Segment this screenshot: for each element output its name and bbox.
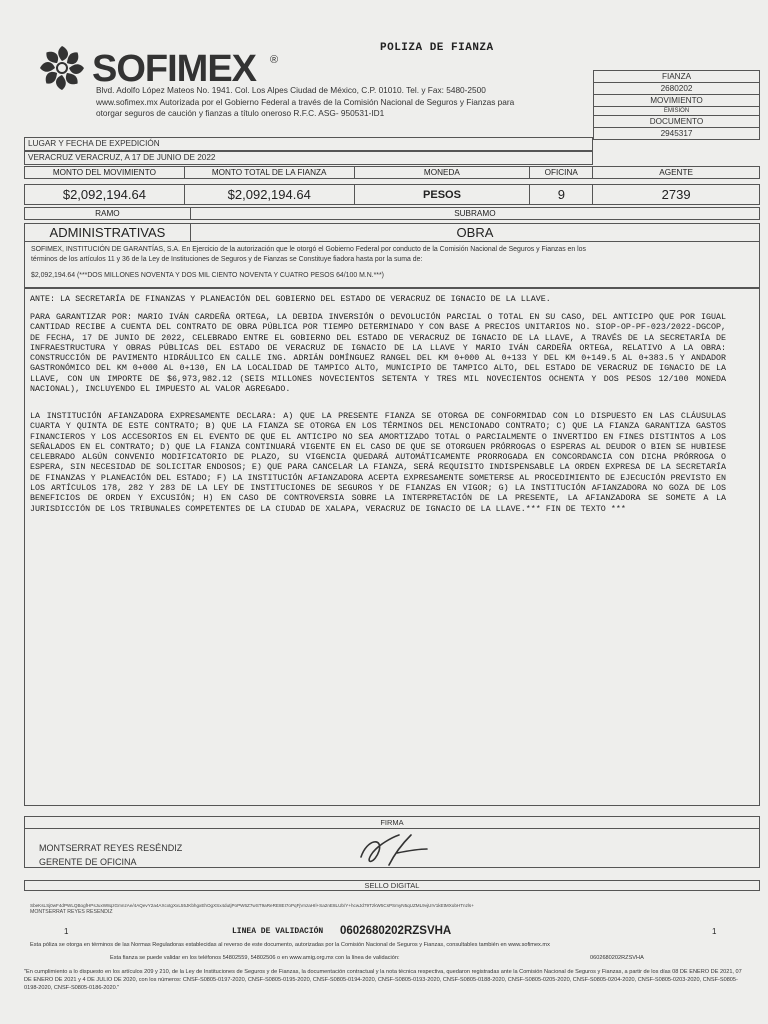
- agente-label: AGENTE: [593, 167, 760, 179]
- validation-row: [24, 925, 760, 941]
- logo-wordmark: SOFIMEX: [92, 48, 257, 90]
- footer-validation: [110, 955, 760, 961]
- oficina-value: 9: [530, 185, 593, 205]
- sofimex-logo: [34, 44, 294, 90]
- declara-paragraph: LA INSTITUCIÓN AFIANZADORA EXPRESAMENTE DECLARA: A) QUE LA PRESENTE FIANZA SE OTORGA DE CONFORMIDAD CON LO DISPUESTO EN LAS CLÁUSULAS CUARTA Y QUINTA DE ESTE CONTRATO; B) QUE LA FIANZA SE OTORGA EN LOS TÉRMINOS DEL MENCIONADO CONTRATO; C) QUE LA FIANZA GARANTIZA GASTOS FINANCIEROS Y LOS ACCESORIOS EN EL EVENTO DE QUE EL ANTICIPO NO SEA AMORTIZADO TOTAL O PARCIALMENTE O INVERTIDO EN FINES DISTINTOS A LOS SEÑALADOS EN EL CONTRATO; D) QUE LA FIANZA CONTINUARÁ VIGENTE EN EL CASO DE QUE SE OTORGUEN PRÓRROGAS O ESPERAS AL DEUDOR O BIEN SE HUBIESE CELEBRADO ALGÚN CONVENIO MODIFICATORIO DE PLAZO, SU VIGENCIA QUEDARÁ AUTOMÁTICAMENTE PRORROGADA EN CONCORDANCIA CON DICHA PRÓRROGA O ESPERA, SIN NECESIDAD DE SOLICITAR ENDOSOS; E) QUE PARA CANCELAR LA FIANZA, SERÁ REQUISITO INDISPENSABLE LA ORDEN EXPRESA DE LA SECRETARÍA DE FINANZAS Y PLANEACIÓN DEL ESTADO; F) LA INSTITUCIÓN AFIANZADORA ACEPTA EXPRESAMENTE SOMETERSE AL PROCEDIMIENTO DE EJECUCIÓN PREVISTO EN LOS ARTÍCULOS 178, 282 Y 283 DE LA LEY DE INSTITUCIONES DE SEGUROS Y DE FIANZAS EN VIGOR; G) LA INSTITUCIÓN AFIANZADORA NO GOZA DE LOS BENEFICIOS DE ORDEN Y EXCUSIÓN; H) EN CASO DE CONTROVERSIA SOBRE LA INTERPRETACIÓN DE LA PRESENTE, LA AFIANZADORA SE SOMETE A LA JURISDICCIÓN DE LOS TRIBUNALES COMPETENTES DE LA CIUDAD DE XALAPA, VERACRUZ DE IGNACIO DE LA LLAVE.*** FIN DE TEXTO ***: [30, 411, 726, 514]
- legal-line: SOFIMEX, INSTITUCIÓN DE GARANTÍAS, S.A. En Ejercicio de la autorización que le otorgó el Gobierno Federal por conducto de la Comisión Nacional de Seguros y Fianzas en los: [31, 246, 586, 253]
- oficina-label: OFICINA: [530, 167, 593, 179]
- document-title: POLIZA DE FIANZA: [380, 42, 494, 54]
- fianza-number: 2680202: [594, 83, 760, 95]
- signer-role: GERENTE DE OFICINA: [39, 857, 137, 867]
- subramo-value: OBRA: [190, 224, 759, 242]
- footer-validation-code: 0602680202RZSVHA: [590, 955, 644, 961]
- documento-number: 2945317: [594, 128, 760, 140]
- legal-amount: $2,092,194.64 (***DOS MILLONES NOVENTA Y DOS MIL CIENTO NOVENTA Y CUATRO PESOS 64/100 M.N.***): [31, 272, 384, 279]
- address-line: www.sofimex.mx Autorizada por el Gobierno Federal a través de la Comisión Nacional de Seguros y Fianzas para: [96, 96, 515, 107]
- validation-label: LINEA DE VALIDACIÓN: [232, 927, 324, 936]
- registered-mark: ®: [270, 54, 279, 66]
- sello-label: SELLO DIGITAL: [24, 880, 760, 891]
- signer-block: [39, 841, 182, 869]
- firma-section: [24, 816, 760, 868]
- sello-section: [24, 868, 760, 922]
- signer-name: MONTSERRAT REYES RESÉNDIZ: [39, 843, 183, 853]
- documento-label: DOCUMENTO: [594, 116, 760, 128]
- company-address: [96, 85, 576, 120]
- legal-line: términos de los artículos 11 y 36 de la Ley de Instituciones de Seguros y de Fianzas se Constituye fiadora hasta por la suma de:: [31, 256, 423, 263]
- lugar-label: LUGAR Y FECHA DE EXPEDICIÓN: [24, 137, 593, 151]
- subramo-label: SUBRAMO: [190, 208, 759, 220]
- validation-code: 0602680202RZSVHA: [340, 925, 452, 937]
- ramo-value-row: [24, 223, 760, 242]
- garantizar-paragraph: PARA GARANTIZAR POR: MARIO IVÁN CARDEÑA ORTEGA, LA DEBIDA INVERSIÓN O DEVOLUCIÓN PARCIAL O TOTAL EN SU CASO, DEL ANTICIPO QUE POR IGUAL CANTIDAD RECIBE A CUENTA DEL CONTRATO DE OBRA PÚBLICA POR TIEMPO DETERMINADO Y CON BASE A PRECIOS UNITARIOS NO. SIOP-OP-PF-023/2022-DGCOP, DE FECHA, 17 DE JUNIO DE 2022, CELEBRADO ENTRE EL GOBIERNO DEL ESTADO DE VERACRUZ DE IGNACIO DE LA LLAVE, A TRAVÉS DE LA SECRETARÍA DE INFRAESTRUCTURA Y OBRAS PÚBLICAS DEL ESTADO DE VERACRUZ DE IGNACIO DE LA LLAVE Y MARIO IVÁN CARDEÑA ORTEGA, RELATIVO A LA OBRA: CONSTRUCCIÓN DE PAVIMENTO HIDRÁULICO EN CALLE ING. ADRIÁN DOMÍNGUEZ RANGEL DEL KM 0+000 AL 0+133 Y DEL KM 0+149.5 AL 0+383.5 Y ANDADOR GASTRONÓMICO DEL KM 0+000 AL 0+130, EN LA LOCALIDAD DE TAMPICO ALTO, MUNICIPIO DE TAMPICO ALTO, DEL ESTADO DE VERACRUZ DE IGNACIO DE LA LLAVE, CON UN IMPORTE DE $6,973,982.12 (SEIS MILLONES NOVECIENTOS SETENTA Y TRES MIL NOVECIENTOS OCHENTA Y DOS PESOS 12/100 MONEDA NACIONAL), INCLUYENDO EL IMPUESTO AL VALOR AGREGADO.: [30, 312, 726, 395]
- emision-label: EMISION: [594, 107, 760, 116]
- footer-validation-text: Esta fianza se puede validar en los teléfonos 54802559, 54802506 o en www.amig.org.mx con la línea de validación:: [110, 955, 400, 961]
- moneda-label: MONEDA: [354, 167, 530, 179]
- address-line: Blvd. Adolfo López Mateos No. 1941. Col. Los Alpes Ciudad de México, C.P. 01010. Tel. y Fax: 5480-2500: [96, 85, 486, 95]
- page-number-right: 1: [712, 927, 717, 936]
- monto-movimiento-value: $2,092,194.64: [25, 185, 185, 205]
- address-line: otorgar seguros de caución y fianzas a título oneroso R.F.C. ASG- 950531-ID1: [96, 108, 385, 118]
- ante-paragraph: ANTE: LA SECRETARÍA DE FINANZAS Y PLANEACIÓN DEL GOBIERNO DEL ESTADO DE VERACRUZ DE IGNACIO DE LA LLAVE.: [30, 294, 551, 304]
- monto-total-label: MONTO TOTAL DE LA FIANZA: [184, 167, 354, 179]
- handwritten-signature: [353, 831, 433, 869]
- monto-total-value: $2,092,194.64: [184, 185, 354, 205]
- agente-value: 2739: [593, 185, 760, 205]
- digital-seal-string: SbeKsLSj0wF4dPWLQBogfHPsJuxW8qzGmnzAe/4AQevY2a4AXcxtgXxL55JKbhgxEhOgXSx4dutjPoPW6Z7wST9aReRE8EI7oPqFjVnzaHIl+Sa2nE8LUb/Y+hcwJd79TzkW5CsPSmyN5qUZML9vjUIV1kEtMXobHTnzls+: [30, 903, 474, 908]
- ramo-label: RAMO: [25, 208, 191, 220]
- footer-registration: "En cumplimiento a lo dispuesto en los artículos 209 y 210, de la Ley de Instituciones de Seguros y de Fianzas, la documentación contractual y la nota técnica respectiva, quedaron registradas ante la Comisión Nacional de Seguros y Fianzas, a partir de los días 08 DE ENERO DE 2021, 07 DE ENERO DE 2021 y 4 DE JULIO DE 2020, con los números: CNSF-S0805-0197-2020, CNSF-S0805-0195-2020, CNSF-S0805-0194-2020, CNSF-S0805-0193-2020, CNSF-S0805-0188-2020, CNSF-S0805-0205-2020, CNSF-S0805-0204-2020, CNSF-S0805-0203-2020, CNSF-S0805-0198-2020, CNSF-S0805-0186-2020.": [24, 969, 742, 991]
- monto-movimiento-label: MONTO DEL MOVIMIENTO: [25, 167, 185, 179]
- policy-id-box: [593, 70, 760, 140]
- sofimex-emblem-icon: [34, 44, 90, 92]
- footer-terms: Esta póliza se otorga en términos de las Normas Reguladoras establecidas al reverso de este documento, autorizadas por la Comisión Nacional de Seguros y Fianzas, consultables también en www.sofimex.mx: [30, 942, 550, 948]
- page-number-left: 1: [64, 927, 69, 936]
- moneda-value: PESOS: [354, 185, 530, 205]
- ramo-value: ADMINISTRATIVAS: [25, 224, 191, 242]
- ramo-header-row: [24, 207, 760, 220]
- firma-label: FIRMA: [25, 817, 759, 829]
- legal-statement: [24, 241, 760, 288]
- lugar-value: VERACRUZ VERACRUZ, A 17 DE JUNIO DE 2022: [24, 151, 593, 165]
- amounts-value-row: [24, 184, 760, 205]
- seal-signer-name: MONTSERRAT REYES RESENDIZ: [30, 909, 113, 915]
- fianza-label: FIANZA: [594, 71, 760, 83]
- movimiento-label: MOVIMIENTO: [594, 95, 760, 107]
- amounts-header-row: [24, 166, 760, 179]
